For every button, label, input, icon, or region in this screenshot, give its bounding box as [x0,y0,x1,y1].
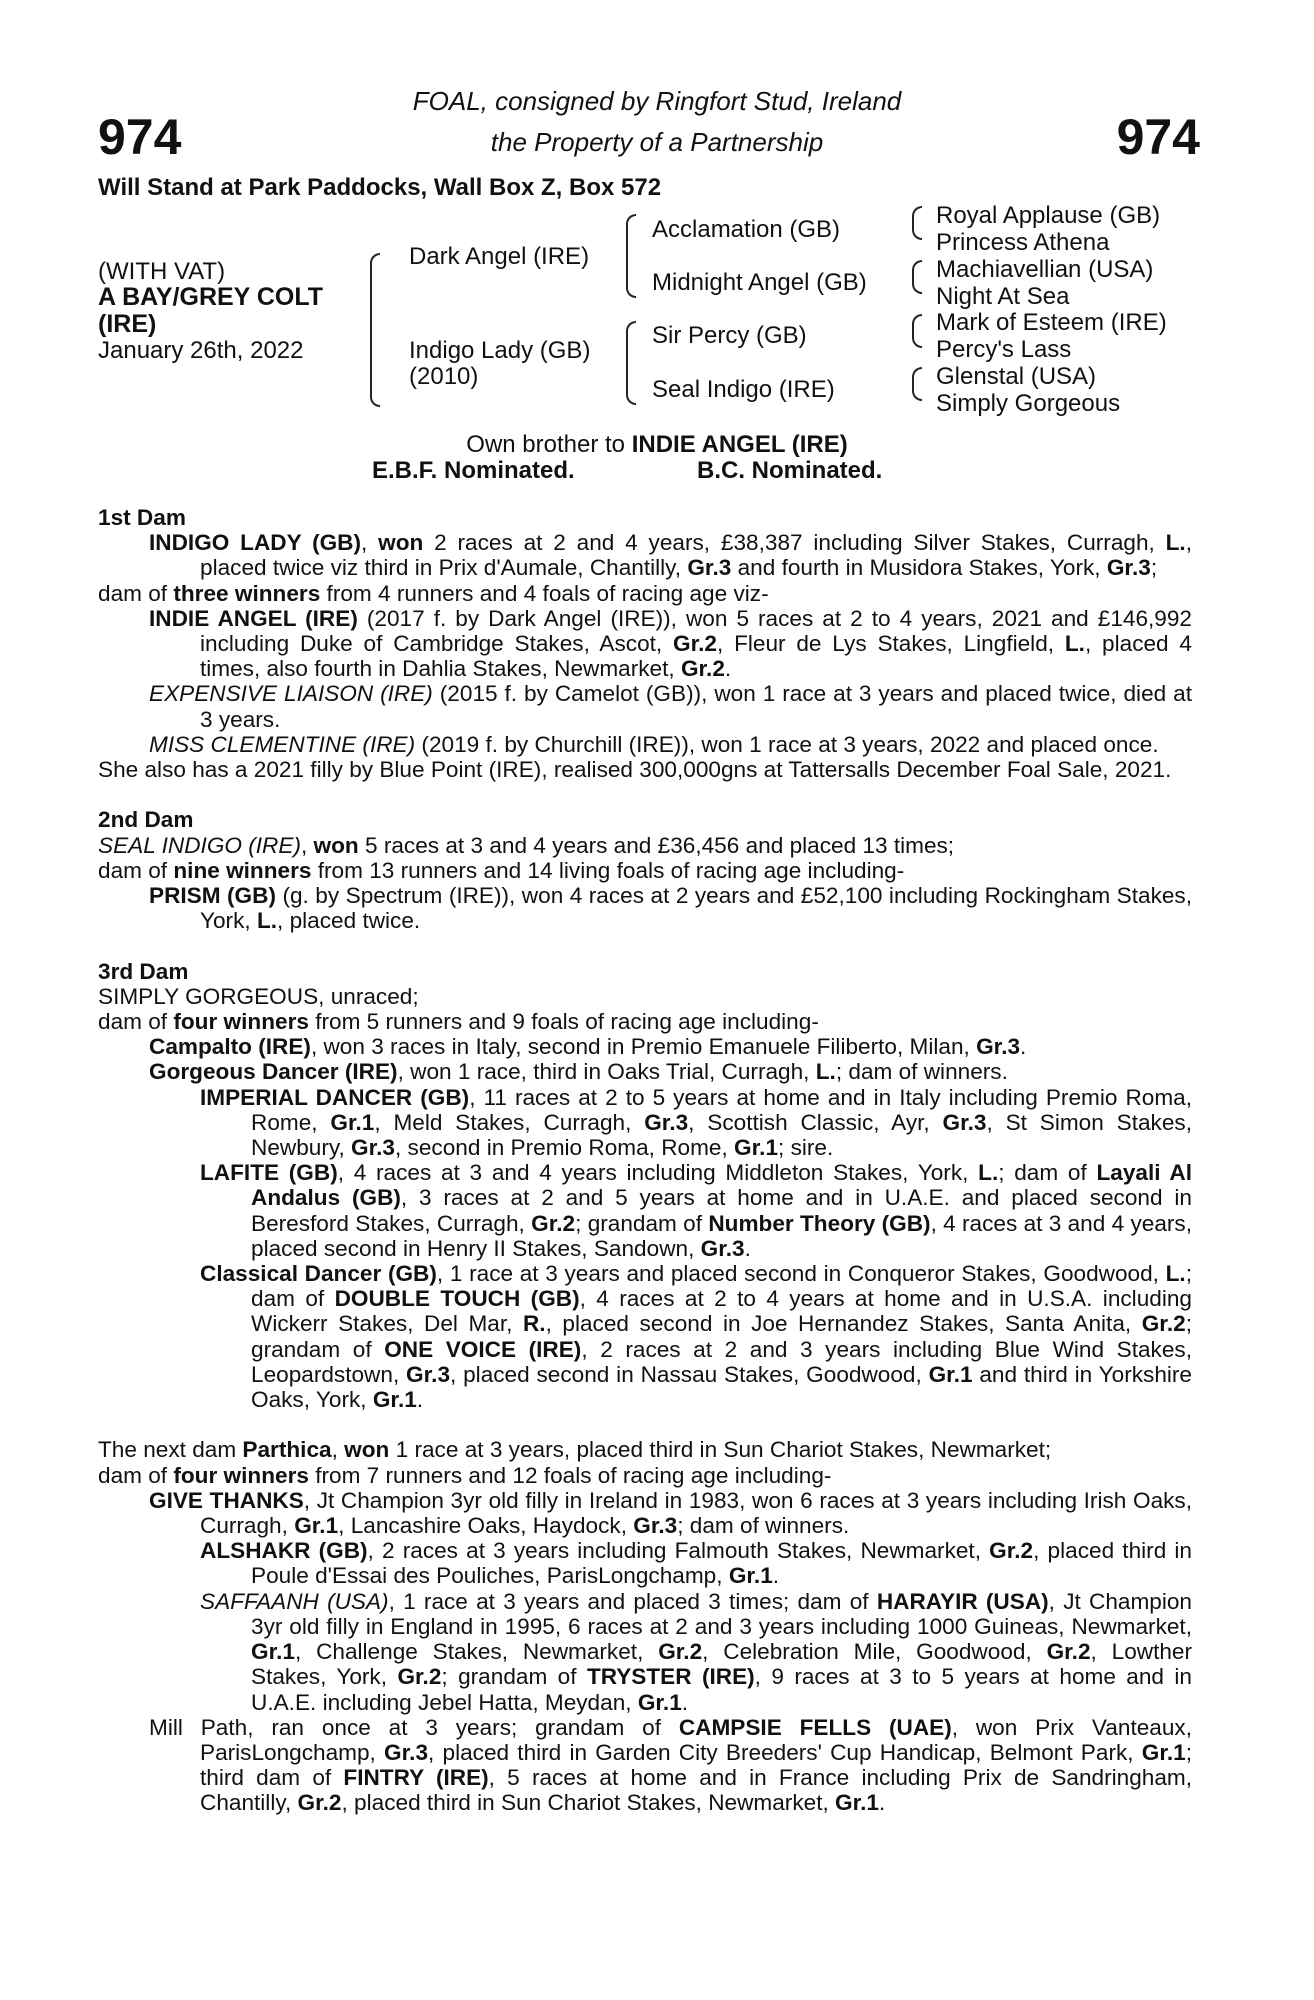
stand-location: Will Stand at Park Paddocks, Wall Box Z, Box 572 [98,174,662,201]
dam-of-dam: Seal Indigo (IRE) [652,376,835,403]
pedigree-bracket [626,321,636,405]
dam-record: INDIGO LADY (GB), won 2 races at 2 and 4 years, £38,387 including Silver Stakes, Curragh, L., placed twice viz third in Prix d'Aumale, Chantilly, Gr.3 and fourth in Musidora Stakes, York, Gr.3; [149,530,1192,581]
grand-progeny-entry: Classical Dancer (GB), 1 race at 3 years and placed second in Conqueror Stakes, Goodwood, L.; dam of DOUBLE TOUCH (GB), 4 races at 2 to 4 years at home and in U.S.A. including Wickerr Stakes, Del Mar, R., placed second in Joe Hernandez Stakes, Santa Anita, Gr.2; grandam of ONE VOICE (IRE), 2 races at 2 and 3 years including Blue Wind Stakes, Leopardstown, Gr.3, placed second in Nassau Stakes, Goodwood, Gr.1 and third in Yorkshire Oaks, York, Gr.1. [200,1261,1193,1413]
progeny-entry: Mill Path, ran once at 3 years; grandam of CAMPSIE FELLS (UAE), won Prix Vanteaux, ParisLongchamp, Gr.3, placed third in Garden City Breeders' Cup Handicap, Belmont Park, Gr.1; third dam of FINTRY (IRE), 5 races at home and in France including Prix de Sandringham, Chantilly, Gr.2, placed third in Sun Chariot Stakes, Newmarket, Gr.1. [149,1714,1192,1816]
pedigree-bracket [912,314,922,348]
grand-progeny-entry: IMPERIAL DANCER (GB), 11 races at 2 to 5 years at home and in Italy including Premio Roma, Rome, Gr.1, Meld Stakes, Curragh, Gr.3, Scottish Classic, Ayr, Gr.3, St Simon Stakes, Newbury, Gr.3, second in Premio Roma, Rome, Gr.1; sire. [200,1084,1193,1161]
horse-name-line1: A BAY/GREY COLT [98,283,324,311]
sire: Dark Angel (IRE) [409,243,590,270]
ped-sss: Royal Applause (GB) [936,202,1161,229]
ped-ddd: Simply Gorgeous [936,390,1121,417]
horse-name-line2: (IRE) [98,310,157,338]
ped-dsd: Percy's Lass [936,336,1072,363]
pedigree-bracket [626,214,636,298]
catalogue-page-body [98,505,1192,1816]
ped-ssd: Princess Athena [936,229,1110,256]
consignor-line: FOAL, consigned by Ringfort Stud, Ireland [412,86,902,116]
next-dam-record: The next dam Parthica, won 1 race at 3 years, placed third in Sun Chariot Stakes, Newmarket; [98,1437,1052,1463]
sire-of-dam: Sir Percy (GB) [652,322,807,349]
third-dam-record: SIMPLY GORGEOUS, unraced; [98,983,419,1009]
progeny-entry: Campalto (IRE), won 3 races in Italy, second in Premio Emanuele Filiberto, Milan, Gr.3. [149,1034,1027,1060]
grand-progeny-entry: LAFITE (GB), 4 races at 3 and 4 years including Middleton Stakes, York, L.; dam of Layali Al Andalus (GB), 3 races at 2 and 5 years at home and in U.A.E. and placed second in Beresford Stakes, Curragh, Gr.2; grandam of Number Theory (GB), 4 races at 3 and 4 years, placed second in Henry II Stakes, Sandown, Gr.3. [200,1160,1193,1261]
next-dam-summary: dam of four winners from 7 runners and 12 foals of racing age including- [98,1462,832,1488]
ped-sdd: Night At Sea [936,283,1070,310]
foaling-date: January 26th, 2022 [98,337,304,364]
ped-sds: Machiavellian (USA) [936,256,1154,283]
progeny-entry: EXPENSIVE LIAISON (IRE) (2015 f. by Camelot (GB)), won 1 race at 3 years and placed twice, died at 3 years. [149,681,1192,732]
progeny-entry: INDIE ANGEL (IRE) (2017 f. by Dark Angel (IRE)), won 5 races at 2 to 4 years, 2021 and £146,992 including Duke of Cambridge Stakes, Ascot, Gr.2, Fleur de Lys Stakes, Lingfield, L., placed 4 times, also fourth in Dahlia Stakes, Newmarket, Gr.2. [149,605,1192,682]
section-heading-2nd-dam: 2nd Dam [98,807,194,833]
dam-summary: dam of three winners from 4 runners and 4 foals of racing age viz- [98,580,769,606]
ped-dds: Glenstal (USA) [936,363,1097,390]
bc-nominated: B.C. Nominated. [697,457,883,484]
vat-label: (WITH VAT) [98,258,226,285]
lot-number-left: 974 [98,109,182,165]
own-brother-line [0,431,1314,459]
grand-progeny-entry: ALSHAKR (GB), 2 races at 3 years including Falmouth Stakes, Newmarket, Gr.2, placed third in Poule d'Essai des Pouliches, ParisLongchamp, Gr.1. [200,1538,1192,1589]
pedigree-bracket [912,206,922,240]
property-line: the Property of a Partnership [490,127,824,157]
ebf-nominated: E.B.F. Nominated. [372,457,575,484]
sire-of-sire: Acclamation (GB) [652,216,841,243]
own-brother-prefix: Own brother to [466,431,626,458]
dam-note: She also has a 2021 filly by Blue Point (IRE), realised 300,000gns at Tattersalls December Foal Sale, 2021. [98,757,1172,783]
pedigree-bracket [370,253,380,407]
pedigree-bracket [912,260,922,294]
section-heading-3rd-dam: 3rd Dam [98,958,189,984]
lot-number-right: 974 [1116,109,1200,165]
second-dam-record: SEAL INDIGO (IRE), won 5 races at 3 and 4 years and £36,456 and placed 13 times; [98,832,955,858]
dam: Indigo Lady (GB) [409,337,591,364]
progeny-entry: MISS CLEMENTINE (IRE) (2019 f. by Churchill (IRE)), won 1 race at 3 years, 2022 and placed once. [149,731,1159,757]
progeny-entry: GIVE THANKS, Jt Champion 3yr old filly in Ireland in 1983, won 6 races at 3 years including Irish Oaks, Curragh, Gr.1, Lancashire Oaks, Haydock, Gr.3; dam of winners. [149,1487,1192,1539]
ped-dss: Mark of Esteem (IRE) [936,309,1167,336]
pedigree-bracket [912,367,922,401]
progeny-entry: Gorgeous Dancer (IRE), won 1 race, third in Oaks Trial, Curragh, L.; dam of winners. [149,1059,1008,1085]
dam-year: (2010) [409,363,479,390]
second-dam-summary: dam of nine winners from 13 runners and 14 living foals of racing age including- [98,857,905,883]
own-brother-name: INDIE ANGEL (IRE) [631,431,848,458]
dam-of-sire: Midnight Angel (GB) [652,269,867,296]
progeny-entry: PRISM (GB) (g. by Spectrum (IRE)), won 4 races at 2 years and £52,100 including Rockingham Stakes, York, L., placed twice. [149,883,1193,934]
third-dam-summary: dam of four winners from 5 runners and 9 foals of racing age including- [98,1009,819,1035]
section-heading-1st-dam: 1st Dam [98,505,186,530]
grand-progeny-entry: SAFFAANH (USA), 1 race at 3 years and placed 3 times; dam of HARAYIR (USA), Jt Champion 3yr old filly in England in 1995, 6 races at 2 and 3 years including 1000 Guineas, Newmarket, Gr.1, Challenge Stakes, Newmarket, Gr.2, Celebration Mile, Goodwood, Gr.2, Lowther Stakes, York, Gr.2; grandam of TRYSTER (IRE), 9 races at 3 to 5 years at home and in U.A.E. including Jebel Hatta, Meydan, Gr.1. [200,1588,1193,1715]
